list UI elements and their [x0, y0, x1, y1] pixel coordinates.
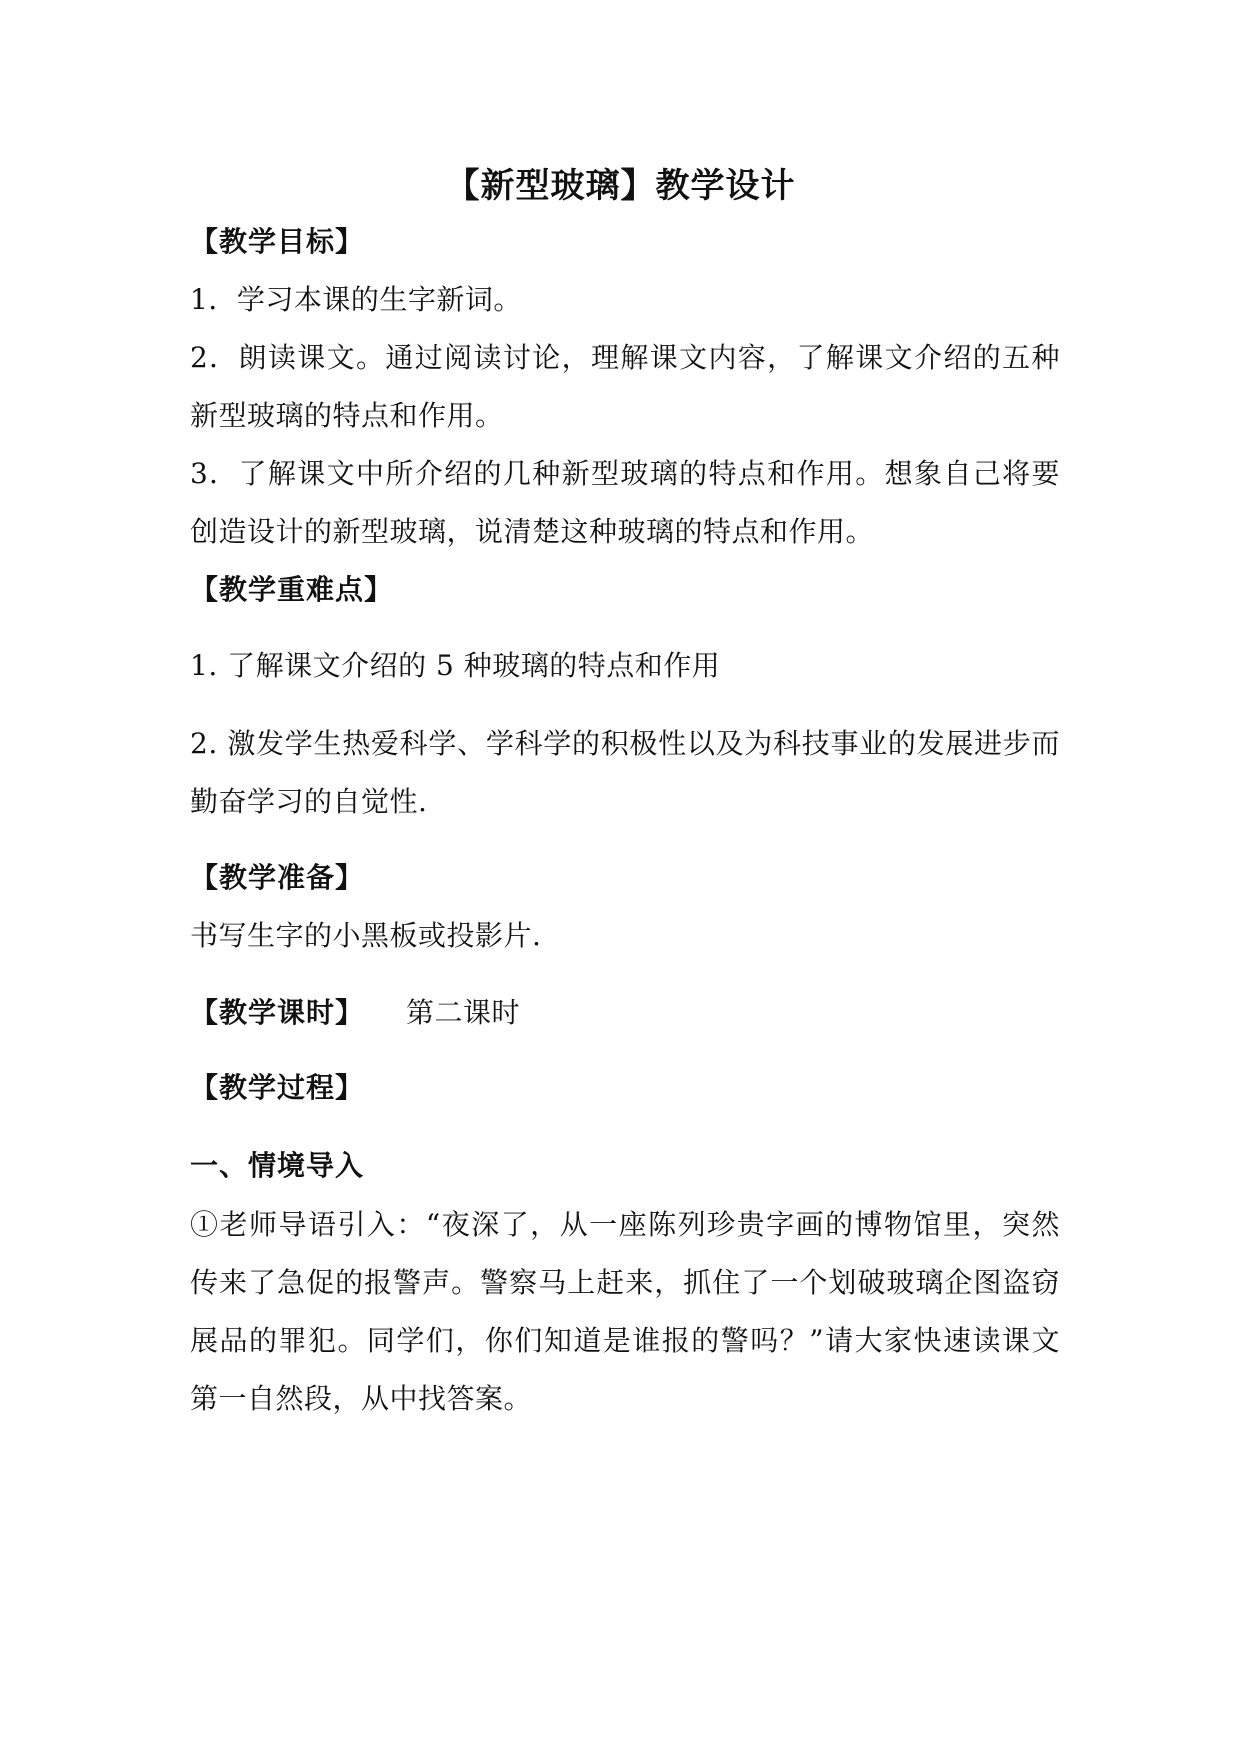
process-paragraph-line-4: 第一自然段，从中找答案。 [190, 1382, 533, 1415]
key-point-item-2-line-2: 勤奋学习的自觉性. [190, 785, 428, 818]
page-title: 【新型玻璃】教学设计 [445, 166, 796, 206]
process-paragraph-line-1: ①老师导语引入：“夜深了，从一座陈列珍贵字画的博物馆里，突然 [190, 1208, 1060, 1241]
objective-item-2-line-1: 2．朗读课文。通过阅读讨论，理解课文内容，了解课文介绍的五种 [190, 341, 1060, 374]
objective-item-3-line-2: 创造设计的新型玻璃，说清楚这种玻璃的特点和作用。 [190, 515, 875, 548]
preparation-heading: 【教学准备】 [190, 861, 365, 894]
class-hours-row [190, 993, 1060, 1033]
key-point-item-1: 1. 了解课文介绍的 5 种玻璃的特点和作用 [190, 649, 721, 682]
class-hours-value: 第二课时 [406, 996, 521, 1029]
process-paragraph-line-2: 传来了急促的报警声。警察马上赶来，抓住了一个划破玻璃企图盗窃 [190, 1266, 1060, 1299]
class-hours-heading: 【教学课时】 [190, 996, 365, 1029]
objective-item-3-line-1: 3．了解课文中所介绍的几种新型玻璃的特点和作用。想象自己将要 [190, 457, 1060, 490]
objectives-heading: 【教学目标】 [190, 225, 365, 258]
objective-item-1: 1．学习本课的生字新词。 [190, 283, 522, 316]
preparation-text: 书写生字的小黑板或投影片. [190, 919, 542, 952]
process-paragraph-line-3: 展品的罪犯。同学们，你们知道是谁报的警吗？”请大家快速读课文 [190, 1324, 1060, 1357]
objective-item-2-line-2: 新型玻璃的特点和作用。 [190, 399, 504, 432]
key-points-heading: 【教学重难点】 [190, 573, 394, 606]
process-heading: 【教学过程】 [190, 1071, 365, 1104]
section-1-heading: 一、情境导入 [190, 1149, 365, 1182]
key-point-item-2-line-1: 2. 激发学生热爱科学、学科学的积极性以及为科技事业的发展进步而 [190, 727, 1060, 760]
